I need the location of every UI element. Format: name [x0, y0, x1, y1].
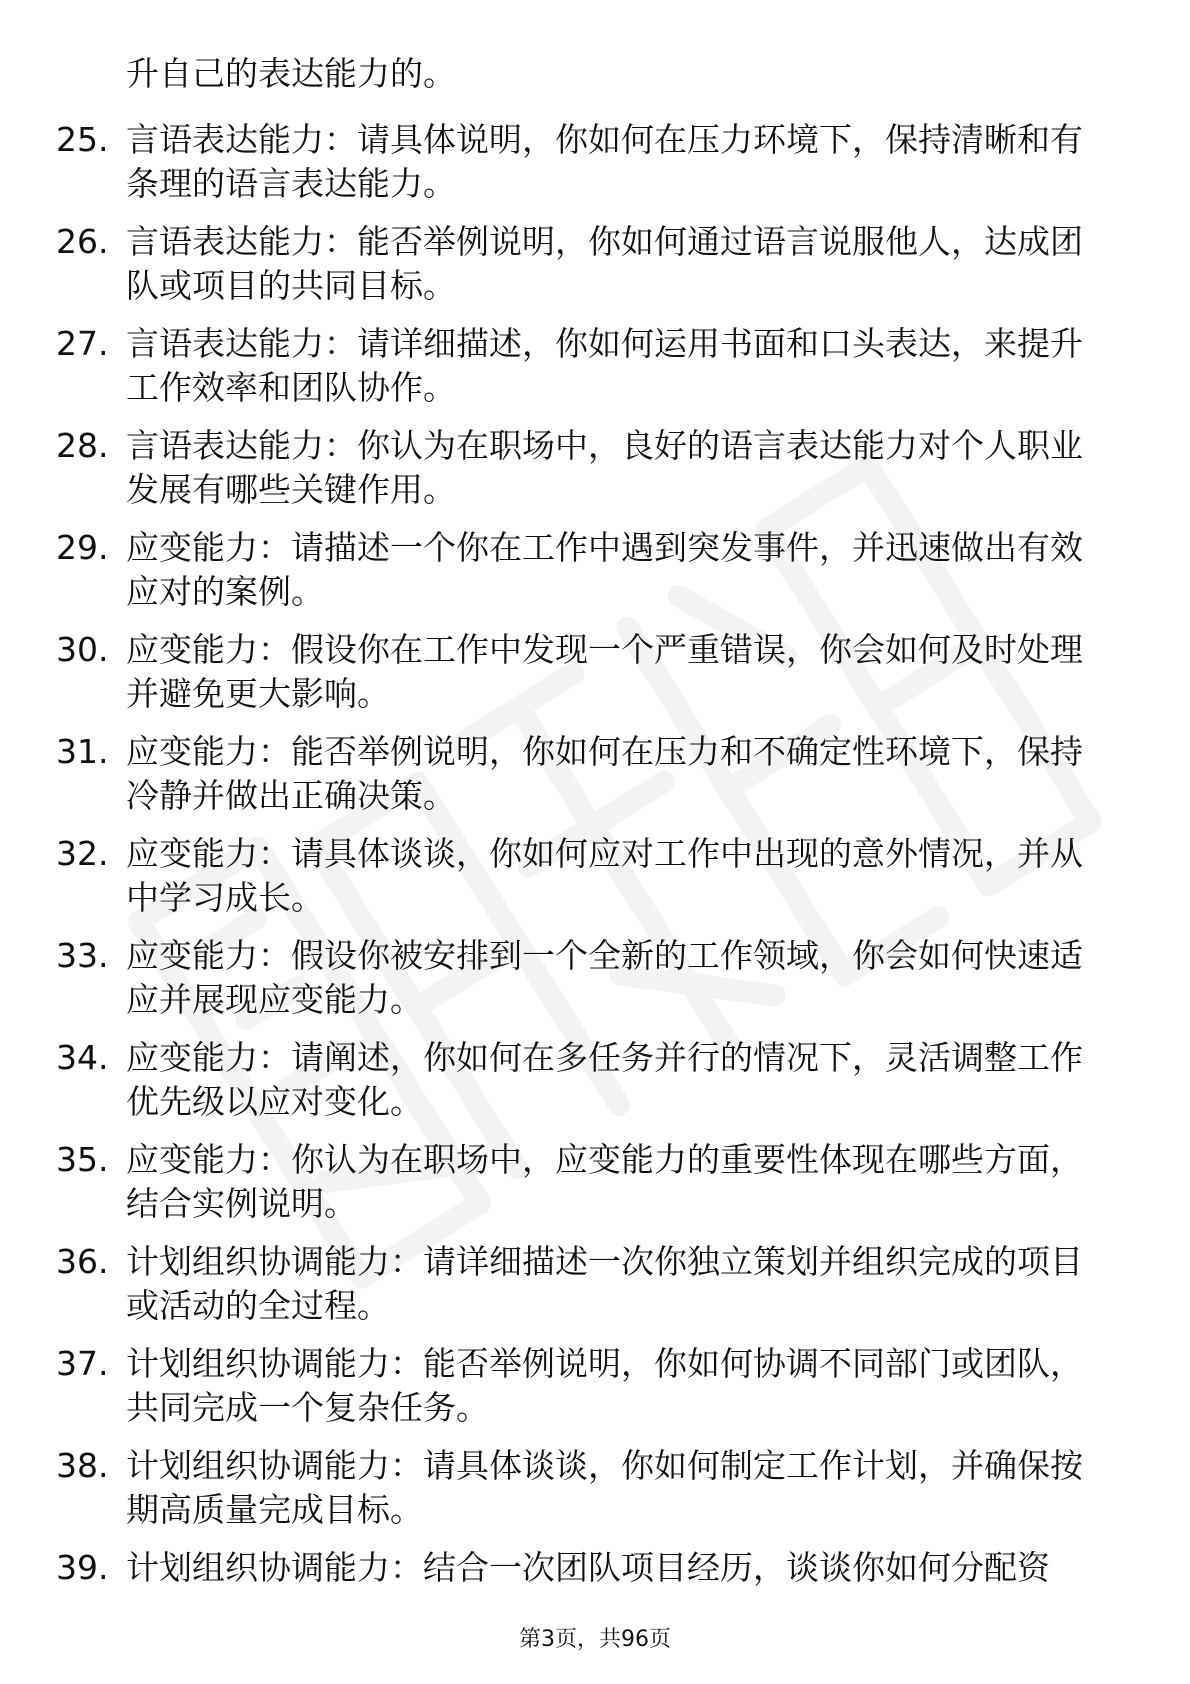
item-text: 应变能力：假设你在工作中发现一个严重错误，你会如何及时处理并避免更大影响。: [126, 630, 1083, 713]
list-item: [56, 1444, 1106, 1532]
item-number: 34.: [56, 1038, 109, 1077]
item-number: 35.: [56, 1140, 109, 1179]
list-item: [56, 1342, 1106, 1430]
item-number: 32.: [56, 834, 109, 873]
item-number: 36.: [56, 1242, 109, 1281]
item-number: 27.: [56, 324, 109, 363]
item-text: 计划组织协调能力：请详细描述一次你独立策划并组织完成的项目或活动的全过程。: [126, 1242, 1083, 1325]
list-item: [56, 1240, 1106, 1328]
item-number: 37.: [56, 1344, 109, 1383]
list-item: [56, 730, 1106, 818]
item-number: 28.: [56, 426, 109, 465]
list-item: [56, 220, 1106, 308]
item-text: 应变能力：你认为在职场中，应变能力的重要性体现在哪些方面，结合实例说明。: [126, 1140, 1083, 1223]
item-number: 39.: [56, 1548, 109, 1587]
item-number: 25.: [56, 120, 109, 159]
document-body: [56, 52, 1106, 1604]
item-number: 31.: [56, 732, 109, 771]
list-item: [56, 832, 1106, 920]
list-item: [56, 934, 1106, 1022]
item-text: 应变能力：请具体谈谈，你如何应对工作中出现的意外情况，并从中学习成长。: [126, 834, 1083, 917]
item-text: 言语表达能力：你认为在职场中，良好的语言表达能力对个人职业发展有哪些关键作用。: [126, 426, 1083, 509]
item-number: 29.: [56, 528, 109, 567]
page-footer: 第3页，共96页: [519, 1627, 671, 1652]
item-text: 应变能力：请阐述，你如何在多任务并行的情况下，灵活调整工作优先级以应对变化。: [126, 1038, 1083, 1121]
list-item: [56, 1138, 1106, 1226]
item-text: 计划组织协调能力：结合一次团队项目经历，谈谈你如何分配资: [126, 1548, 1050, 1587]
item-number: 38.: [56, 1446, 109, 1485]
list-item: [56, 526, 1106, 614]
list-item: [56, 424, 1106, 512]
list-item: [56, 118, 1106, 206]
list-item: [56, 1546, 1106, 1590]
list-item: [56, 322, 1106, 410]
item-text: 应变能力：能否举例说明，你如何在压力和不确定性环境下，保持冷静并做出正确决策。: [126, 732, 1083, 815]
continuation-line: 升自己的表达能力的。: [126, 54, 456, 93]
item-number: 33.: [56, 936, 109, 975]
item-number: 26.: [56, 222, 109, 261]
list-item: [56, 628, 1106, 716]
item-text: 计划组织协调能力：请具体谈谈，你如何制定工作计划，并确保按期高质量完成目标。: [126, 1446, 1083, 1529]
item-text: 言语表达能力：能否举例说明，你如何通过语言说服他人，达成团队或项目的共同目标。: [126, 222, 1083, 305]
item-text: 应变能力：假设你被安排到一个全新的工作领域，你会如何快速适应并展现应变能力。: [126, 936, 1083, 1019]
item-text: 言语表达能力：请具体说明，你如何在压力环境下，保持清晰和有条理的语言表达能力。: [126, 120, 1083, 203]
item-text: 计划组织协调能力：能否举例说明，你如何协调不同部门或团队，共同完成一个复杂任务。: [126, 1344, 1083, 1427]
item-text: 应变能力：请描述一个你在工作中遇到突发事件，并迅速做出有效应对的案例。: [126, 528, 1083, 611]
item-text: 言语表达能力：请详细描述，你如何运用书面和口头表达，来提升工作效率和团队协作。: [126, 324, 1083, 407]
item-number: 30.: [56, 630, 109, 669]
list-item: [56, 1036, 1106, 1124]
